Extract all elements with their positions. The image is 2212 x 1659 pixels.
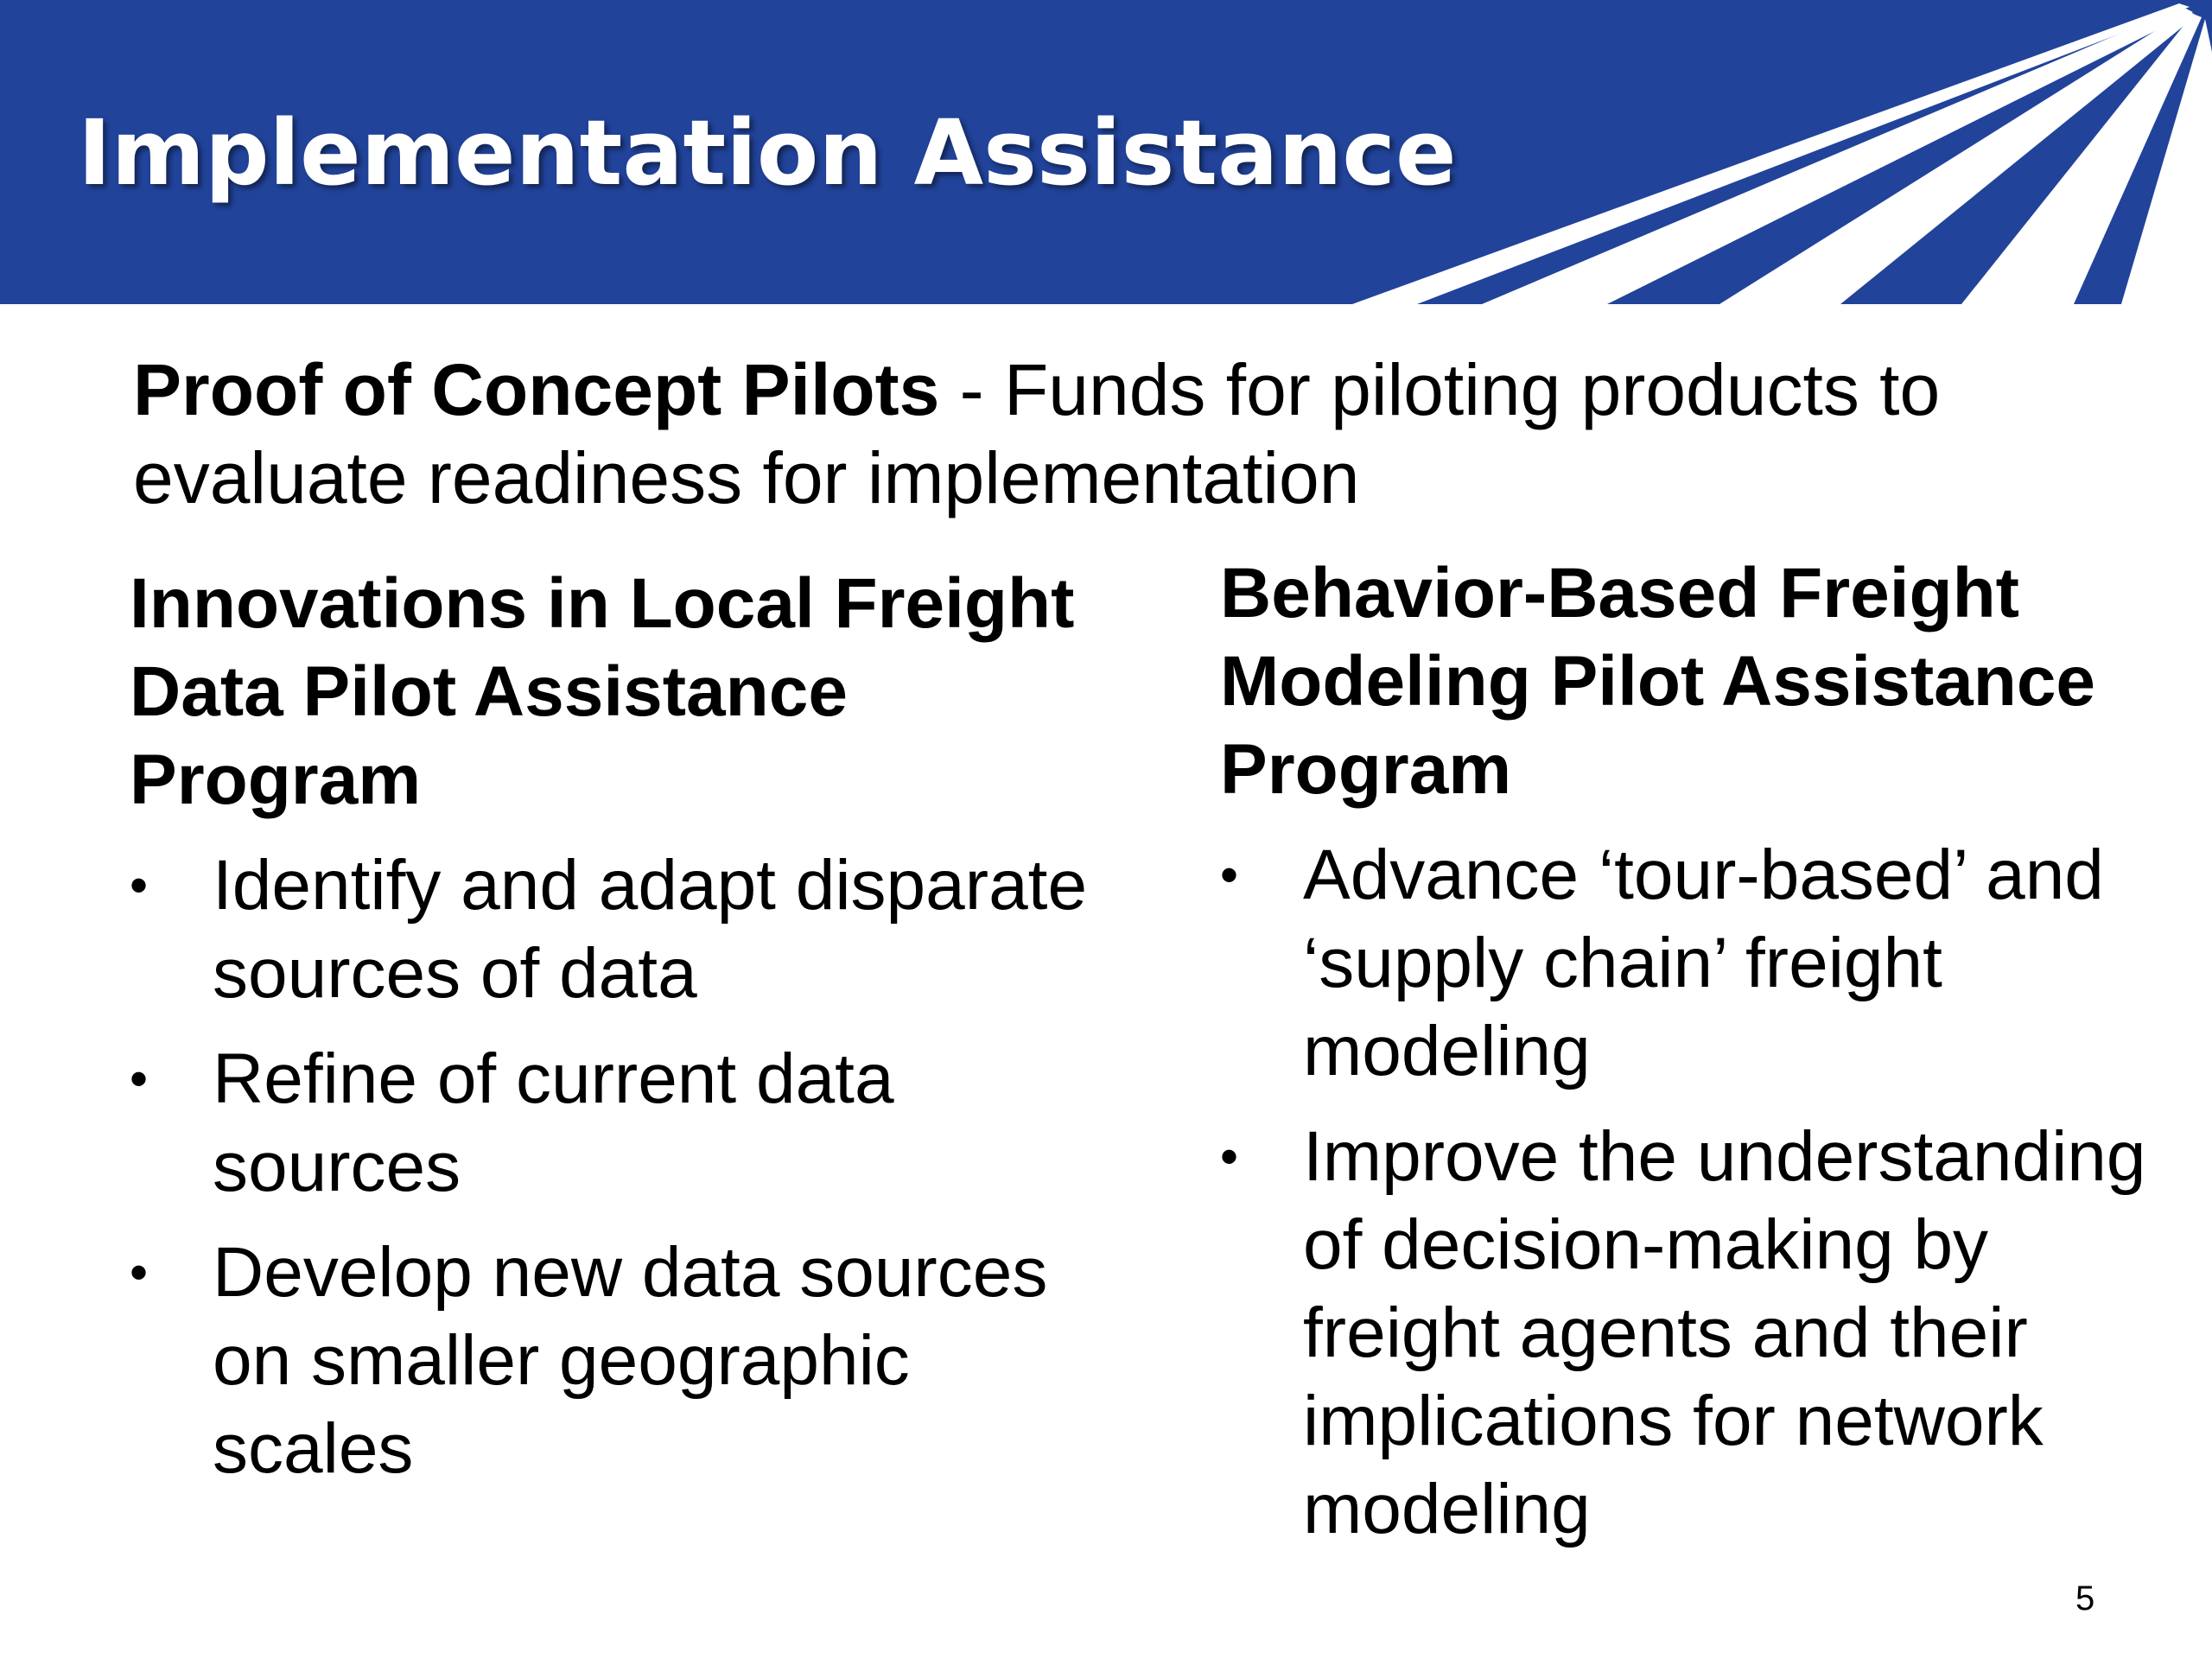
intro-bold-lead: Proof of Concept Pilots (133, 349, 940, 430)
bullet-text: Refine of current data sources (213, 1039, 894, 1206)
list-item (1220, 831, 2188, 1096)
page-number: 5 (2075, 1580, 2095, 1618)
list-item (1220, 1113, 2188, 1554)
left-column-heading: Innovations in Local Freight Data Pilot Assistance Program (130, 564, 1075, 819)
bullet-icon: • (130, 1050, 149, 1108)
bullet-text: Improve the understanding of decision-making by freight agents and their implications for network modeling (1303, 1117, 2146, 1548)
bullet-icon: • (1220, 846, 1239, 904)
bullet-icon: • (130, 856, 149, 914)
list-item (130, 842, 1123, 1018)
bullet-text: Identify and adapt disparate sources of data (213, 846, 1088, 1013)
bullet-icon: • (130, 1243, 149, 1301)
left-column (130, 560, 1123, 1510)
right-column (1220, 550, 2188, 1571)
intro-paragraph (133, 346, 2103, 522)
right-bullet-list (1220, 831, 2188, 1554)
list-item (130, 1035, 1123, 1211)
title-banner (0, 0, 2212, 304)
bullet-text: Develop new data sources on smaller geographic scales (213, 1233, 1048, 1488)
left-bullet-list (130, 842, 1123, 1493)
bullet-icon: • (1220, 1128, 1239, 1185)
list-item (130, 1229, 1123, 1493)
slide-title: Implementation Assistance (78, 100, 1457, 206)
intro-text: - Funds for piloting products to evaluate readiness for implementation (133, 349, 1941, 518)
right-column-heading: Behavior-Based Freight Modeling Pilot Assistance Program (1220, 554, 2096, 809)
bullet-text: Advance ‘tour-based’ and ‘supply chain’ freight modeling (1303, 836, 2104, 1090)
